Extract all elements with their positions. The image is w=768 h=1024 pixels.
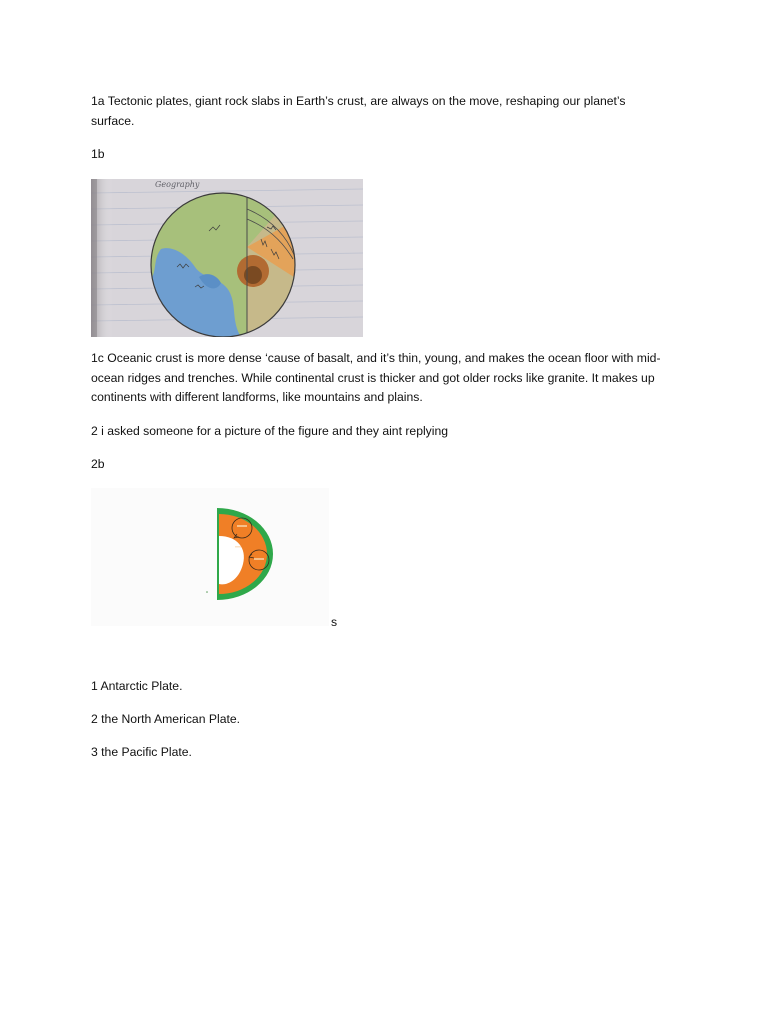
paragraph-2: 2 i asked someone for a picture of the figure and they aint replying (91, 424, 449, 438)
list-item-1: 1 Antarctic Plate. (91, 679, 183, 693)
stray-character: s (331, 615, 338, 629)
label-1b: 1b (91, 147, 105, 161)
mantle-convection-figure (91, 488, 329, 626)
paragraph-1c: 1c Oceanic crust is more dense ‘cause of basalt, and it’s thin, young, and makes the ocean floor with mid-ocean ridges and trenches. While continental crust is thicker and got older rocks like granite. It makes up continents with different landforms, like mountains and plains. (91, 351, 661, 404)
paragraph-1a: 1a Tectonic plates, giant rock slabs in Earth’s crust, are always on the move, reshaping our planet’s surface. (91, 94, 626, 128)
list-item-3: 3 the Pacific Plate. (91, 745, 192, 759)
label-2b: 2b (91, 457, 105, 471)
earth-layers-photo (91, 179, 363, 337)
list-item-2: 2 the North American Plate. (91, 712, 241, 726)
